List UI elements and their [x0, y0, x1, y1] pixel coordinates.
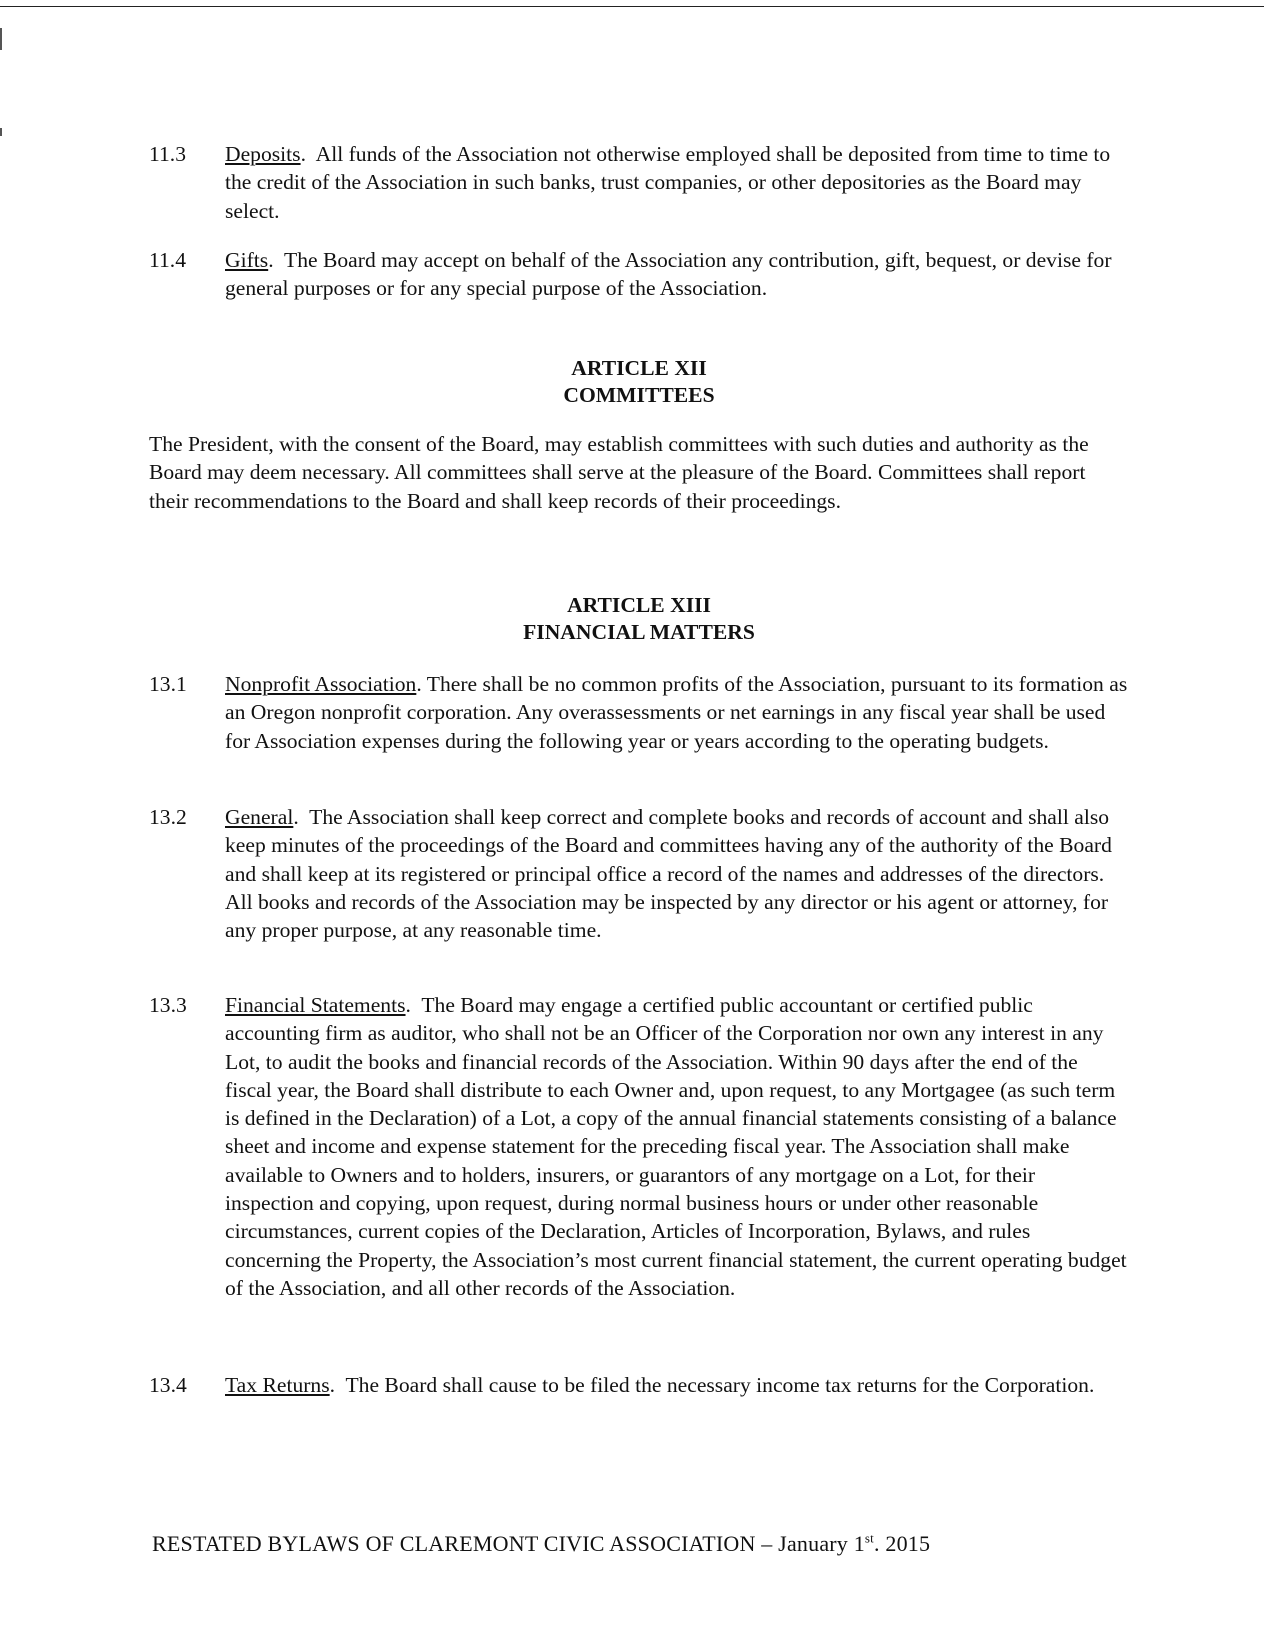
- footer-year: . 2015: [873, 1531, 931, 1556]
- article-title: ARTICLE XII: [571, 356, 707, 380]
- footer-text: RESTATED BYLAWS OF CLAREMONT CIVIC ASSOCIATION – January 1: [152, 1531, 865, 1556]
- section-13-4: [149, 1371, 1129, 1399]
- page-footer: [152, 1530, 930, 1558]
- section-number: 13.3: [149, 993, 187, 1017]
- section-body: Nonprofit Association. There shall be no common profits of the Association, pursuant to its formation as an Oregon nonprofit corporation. Any overassessments or net earnings in any fiscal year shall be used for Association expenses during the following year or years according to the operating budgets.: [225, 672, 1128, 753]
- section-text: The Association shall keep correct and complete books and records of account and shall also keep minutes of the proceedings of the Board and committees having any of the authority of the Board and shall keep at its registered or principal office a record of the names and addresses of the directors. All books and records of the Association may be inspected by any director or his agent or attorney, for any proper purpose, at any reasonable time.: [225, 805, 1112, 943]
- section-text: The Board shall cause to be filed the necessary income tax returns for the Corporation.: [345, 1373, 1095, 1397]
- section-number: 11.4: [149, 248, 186, 272]
- section-13-1: [149, 670, 1129, 755]
- section-number: 11.3: [149, 142, 186, 166]
- section-13-3: [149, 991, 1129, 1302]
- section-body: Financial Statements. The Board may engage a certified public accountant or certified public accounting firm as auditor, who shall not be an Officer of the Corporation nor own any interest in any Lot, to audit the books and financial records of the Association. Within 90 days after the end of the fiscal year, the Board shall distribute to each Owner and, upon request, to any Mortgagee (as such term is defined in the Declaration) of a Lot, a copy of the annual financial statements consisting of a balance sheet and income and expense statement for the preceding fiscal year. The Association shall make available to Owners and to holders, insurers, or guarantors of any mortgage on a Lot, for their inspection and copying, upon request, during normal business hours or under other reasonable circumstances, current copies of the Declaration, Articles of Incorporation, Bylaws, and rules concerning the Property, the Association’s most current financial statement, the current operating budget of the Association, and all other records of the Association.: [225, 993, 1127, 1300]
- article-xiii-heading: [149, 592, 1129, 646]
- section-title: Gifts: [225, 248, 269, 272]
- section-text: All funds of the Association not otherwise employed shall be deposited from time to time to the credit of the Association in such banks, trust companies, or other depositories as the Board may select.: [225, 142, 1111, 223]
- section-body: General. The Association shall keep correct and complete books and records of account and shall also keep minutes of the proceedings of the Board and committees having any of the authority of the Board and shall keep at its registered or principal office a record of the names and addresses of the directors. All books and records of the Association may be inspected by any director or his agent or attorney, for any proper purpose, at any reasonable time.: [225, 805, 1112, 943]
- article-subtitle: COMMITTEES: [563, 383, 715, 407]
- footer-superscript: st: [864, 1530, 874, 1546]
- section-title: Tax Returns: [225, 1373, 330, 1397]
- article-subtitle: FINANCIAL MATTERS: [523, 620, 755, 644]
- section-title: General: [225, 805, 294, 829]
- section-body: Gifts. The Board may accept on behalf of the Association any contribution, gift, bequest, or devise for general purposes or for any special purpose of the Association.: [225, 248, 1112, 301]
- section-text: The Board may engage a certified public accountant or certified public accounting firm as auditor, who shall not be an Officer of the Corporation nor own any interest in any Lot, to audit the books and financial records of the Association. Within 90 days after the end of the fiscal year, the Board shall distribute to each Owner and, upon request, to any Mortgagee (as such term is defined in the Declaration) of a Lot, a copy of the annual financial statements consisting of a balance sheet and income and expense statement for the preceding fiscal year. The Association shall make available to Owners and to holders, insurers, or guarantors of any mortgage on a Lot, for their inspection and copying, upon request, during normal business hours or under other reasonable circumstances, current copies of the Declaration, Articles of Incorporation, Bylaws, and rules concerning the Property, the Association’s most current financial statement, the current operating budget of the Association, and all other records of the Association.: [225, 993, 1127, 1300]
- section-number: 13.1: [149, 672, 187, 696]
- section-text: There shall be no common profits of the Association, pursuant to its formation as an Oregon nonprofit corporation. Any overassessments or net earnings in any fiscal year shall be used for Association expenses during the following year or years according to the operating budgets.: [225, 672, 1128, 753]
- section-11-3: [149, 140, 1129, 225]
- section-title: Deposits: [225, 142, 301, 166]
- section-title: Nonprofit Association: [225, 672, 417, 696]
- section-number: 13.2: [149, 805, 187, 829]
- section-title: Financial Statements: [225, 993, 406, 1017]
- article-title: ARTICLE XIII: [567, 593, 711, 617]
- article-xii-paragraph: The President, with the consent of the Board, may establish committees with such duties and authority as the Board may deem necessary. All committees shall serve at the pleasure of the Board. Committees shall report their recommendations to the Board and shall keep records of their proceedings.: [149, 432, 1089, 513]
- section-13-2: [149, 803, 1129, 944]
- article-xii-heading: [149, 355, 1129, 409]
- section-11-4: [149, 246, 1129, 303]
- section-body: Tax Returns. The Board shall cause to be filed the necessary income tax returns for the Corporation.: [225, 1373, 1095, 1397]
- section-text: The Board may accept on behalf of the Association any contribution, gift, bequest, or devise for general purposes or for any special purpose of the Association.: [225, 248, 1112, 301]
- section-number: 13.4: [149, 1373, 187, 1397]
- section-body: Deposits. All funds of the Association not otherwise employed shall be deposited from time to time to the credit of the Association in such banks, trust companies, or other depositories as the Board may select.: [225, 142, 1111, 223]
